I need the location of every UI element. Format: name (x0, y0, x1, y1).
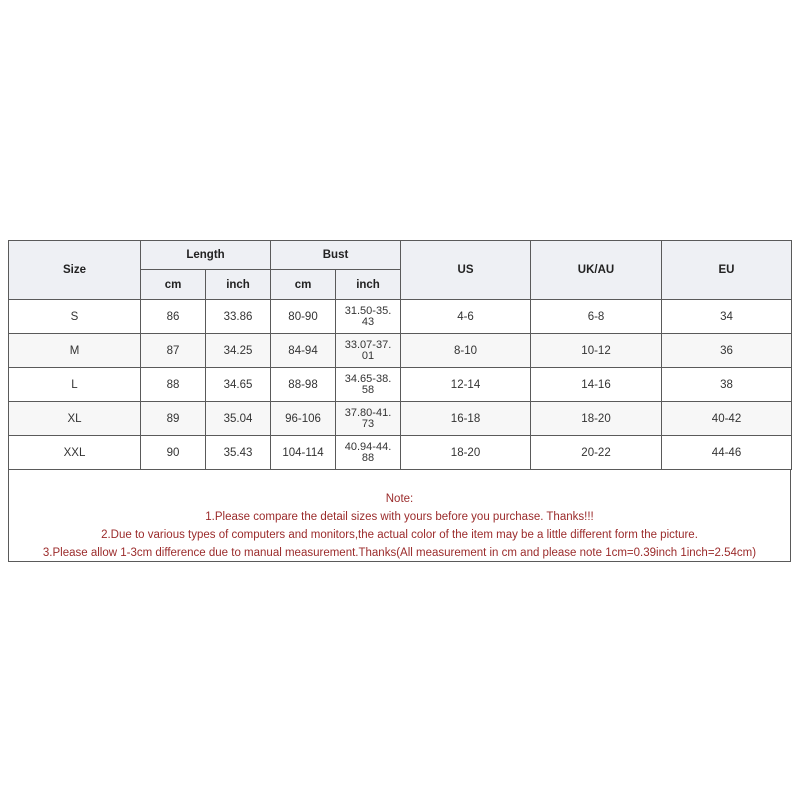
cell-length-inch: 35.43 (206, 436, 271, 470)
bust-inch-part2: 01 (361, 349, 375, 362)
cell-ukau: 18-20 (531, 402, 662, 436)
cell-us: 12-14 (401, 368, 531, 402)
header-eu: EU (662, 241, 792, 300)
cell-ukau: 6-8 (531, 300, 662, 334)
bust-inch-part1: 37.80-41. (344, 406, 392, 419)
note-title: Note: (385, 493, 414, 505)
cell-length-cm: 88 (141, 368, 206, 402)
cell-bust-cm: 80-90 (271, 300, 336, 334)
cell-length-cm: 90 (141, 436, 206, 470)
bust-inch-part1: 40.94-44. (344, 440, 392, 453)
header-bust-inch: inch (336, 270, 401, 300)
cell-eu: 44-46 (662, 436, 792, 470)
note-line-2: 2.Due to various types of computers and monitors,the actual color of the item may be a little different form the picture. (101, 529, 698, 541)
bust-inch-part1: 31.50-35. (344, 304, 392, 317)
size-chart (8, 240, 791, 562)
cell-ukau: 10-12 (531, 334, 662, 368)
bust-inch-part2: 88 (361, 451, 375, 464)
cell-bust-cm: 96-106 (271, 402, 336, 436)
header-row-top (9, 241, 792, 270)
cell-bust-inch (336, 300, 401, 334)
cell-bust-inch (336, 334, 401, 368)
cell-length-cm: 87 (141, 334, 206, 368)
cell-eu: 40-42 (662, 402, 792, 436)
bust-inch-part2: 43 (361, 315, 375, 328)
cell-size: L (9, 368, 141, 402)
header-length-inch: inch (206, 270, 271, 300)
header-length-cm: cm (141, 270, 206, 300)
table-row (9, 402, 792, 436)
header-ukau: UK/AU (531, 241, 662, 300)
size-table (8, 240, 792, 470)
cell-bust-cm: 104-114 (271, 436, 336, 470)
cell-length-cm: 89 (141, 402, 206, 436)
cell-us: 8-10 (401, 334, 531, 368)
cell-bust-cm: 88-98 (271, 368, 336, 402)
table-row (9, 368, 792, 402)
bust-inch-part2: 73 (361, 417, 375, 430)
header-size: Size (9, 241, 141, 300)
table-row (9, 436, 792, 470)
cell-length-inch: 35.04 (206, 402, 271, 436)
table-row (9, 334, 792, 368)
cell-size: M (9, 334, 141, 368)
cell-eu: 38 (662, 368, 792, 402)
cell-length-inch: 34.65 (206, 368, 271, 402)
cell-length-inch: 33.86 (206, 300, 271, 334)
cell-eu: 34 (662, 300, 792, 334)
table-row (9, 300, 792, 334)
cell-size: XXL (9, 436, 141, 470)
cell-length-cm: 86 (141, 300, 206, 334)
header-length: Length (141, 241, 271, 270)
cell-ukau: 20-22 (531, 436, 662, 470)
cell-length-inch: 34.25 (206, 334, 271, 368)
cell-bust-inch (336, 402, 401, 436)
cell-size: S (9, 300, 141, 334)
bust-inch-part2: 58 (361, 383, 375, 396)
cell-size: XL (9, 402, 141, 436)
bust-inch-part1: 34.65-38. (344, 372, 392, 385)
cell-us: 4-6 (401, 300, 531, 334)
bust-inch-part1: 33.07-37. (344, 338, 392, 351)
cell-bust-cm: 84-94 (271, 334, 336, 368)
cell-ukau: 14-16 (531, 368, 662, 402)
cell-bust-inch (336, 436, 401, 470)
cell-bust-inch (336, 368, 401, 402)
cell-eu: 36 (662, 334, 792, 368)
cell-us: 18-20 (401, 436, 531, 470)
header-us: US (401, 241, 531, 300)
header-bust: Bust (271, 241, 401, 270)
note-line-1: 1.Please compare the detail sizes with yours before you purchase. Thanks!!! (205, 511, 594, 523)
cell-us: 16-18 (401, 402, 531, 436)
header-bust-cm: cm (271, 270, 336, 300)
notes-box (8, 470, 791, 562)
note-line-3: 3.Please allow 1-3cm difference due to manual measurement.Thanks(All measurement in cm and please note 1cm=0.39inch 1inch=2.54cm) (42, 547, 757, 559)
